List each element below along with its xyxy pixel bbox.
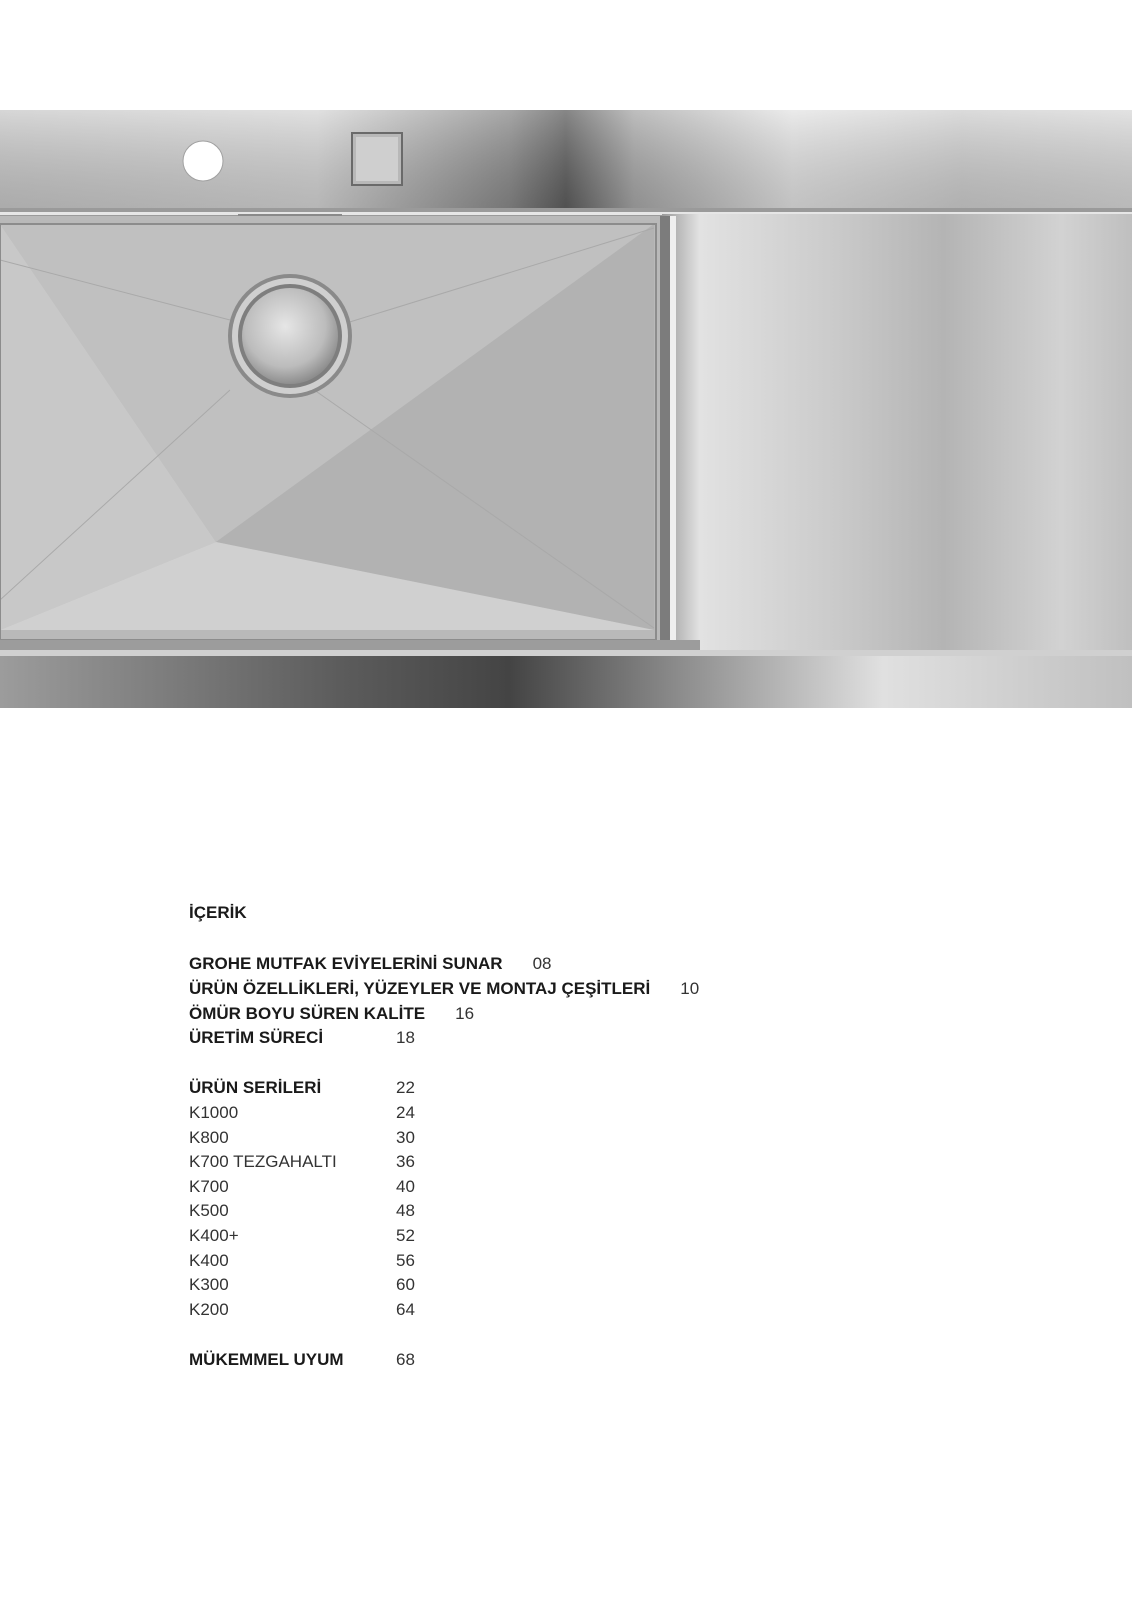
toc-entry-label: K400: [189, 1251, 229, 1270]
toc-entry-page: 36: [396, 1152, 415, 1171]
toc-entry-k800[interactable]: [189, 1126, 415, 1150]
toc-entry-page: 68: [396, 1350, 415, 1369]
toc-entry-label: ÜRETİM SÜRECİ: [189, 1028, 324, 1047]
toc-entry-label: K400+: [189, 1226, 239, 1245]
toc-entry-intro[interactable]: [189, 952, 552, 976]
toc-entry-page: 24: [396, 1103, 415, 1122]
toc-entry-k400[interactable]: [189, 1249, 415, 1273]
toc-entry-k700[interactable]: [189, 1175, 415, 1199]
hero-sink-photo: [0, 110, 1132, 708]
toc-entry-k700-undermount[interactable]: [189, 1150, 415, 1174]
toc-entry-k300[interactable]: [189, 1273, 415, 1297]
toc-entry-label: GROHE MUTFAK EVİYELERİNİ SUNAR: [189, 954, 503, 973]
toc-entry-production[interactable]: [189, 1026, 415, 1050]
toc-entry-quality[interactable]: [189, 1002, 474, 1026]
toc-entry-page: 60: [396, 1275, 415, 1294]
toc-entry-label: K700: [189, 1177, 229, 1196]
toc-entry-label: K500: [189, 1201, 229, 1220]
toc-entry-label: K700 TEZGAHALTI: [189, 1152, 337, 1171]
toc-entry-label: ÖMÜR BOYU SÜREN KALİTE: [189, 1004, 426, 1023]
toc-entry-page: 56: [396, 1251, 415, 1270]
toc-entry-page: 52: [396, 1226, 415, 1245]
toc-entry-features[interactable]: [189, 977, 699, 1001]
toc-entry-perfect-fit[interactable]: [189, 1348, 415, 1372]
toc-entry-label: K200: [189, 1300, 229, 1319]
toc-entry-page: 10: [680, 979, 700, 998]
toc-title: İÇERİK: [189, 903, 247, 922]
toc-entry-label: K800: [189, 1128, 229, 1147]
toc-entry-k400plus[interactable]: [189, 1224, 415, 1248]
toc-entry-k500[interactable]: [189, 1199, 415, 1223]
toc-entry-page: 30: [396, 1128, 415, 1147]
toc-entry-k1000[interactable]: [189, 1101, 415, 1125]
toc-entry-page: 08: [532, 954, 552, 973]
toc-entry-series[interactable]: [189, 1076, 415, 1100]
toc-entry-label: K1000: [189, 1103, 239, 1122]
toc-entry-label: ÜRÜN SERİLERİ: [189, 1078, 322, 1097]
toc-entry-page: 22: [396, 1078, 415, 1097]
toc-entry-page: 18: [396, 1028, 415, 1047]
toc-entry-label: K300: [189, 1275, 229, 1294]
sink-photo-icon: [0, 110, 1132, 708]
toc-entry-label: ÜRÜN ÖZELLİKLERİ, YÜZEYLER VE MONTAJ ÇEŞİTLERİ: [189, 979, 651, 998]
toc-entry-page: 16: [455, 1004, 475, 1023]
toc-entry-k200[interactable]: [189, 1298, 415, 1322]
toc-entry-page: 48: [396, 1201, 415, 1220]
toc-entry-page: 64: [396, 1300, 415, 1319]
toc-entry-label: MÜKEMMEL UYUM: [189, 1350, 344, 1369]
toc-entry-page: 40: [396, 1177, 415, 1196]
